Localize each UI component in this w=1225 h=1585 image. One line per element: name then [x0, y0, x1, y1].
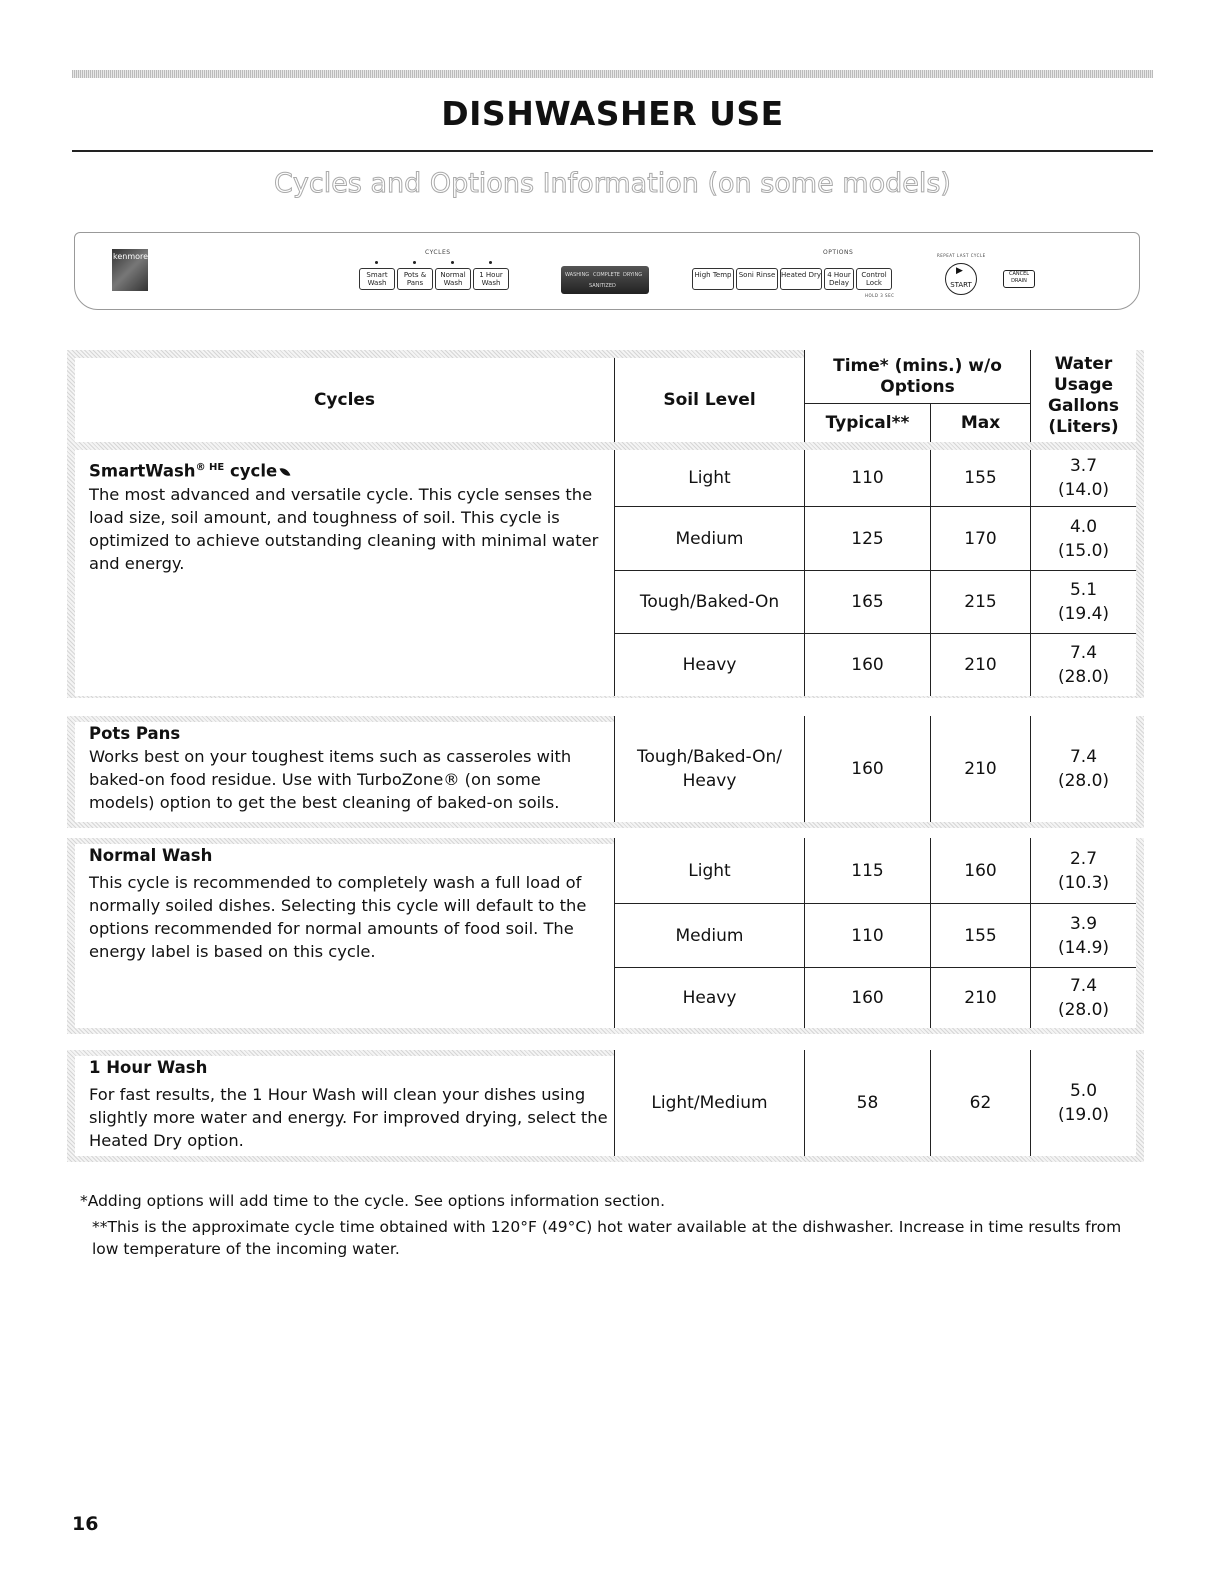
soil-level-cell: Medium: [614, 507, 804, 571]
max-time-cell: 170: [930, 507, 1030, 571]
typical-time-cell: 160: [804, 716, 930, 822]
cancel-drain-button: CANCEL DRAIN: [1003, 270, 1035, 288]
display-sanitized: SANITIZED: [589, 283, 616, 289]
water-usage-cell: 7.4 (28.0): [1030, 716, 1136, 822]
typical-time-cell: 160: [804, 968, 930, 1028]
typical-time-cell: 58: [804, 1050, 930, 1156]
top-decorative-band: [72, 70, 1153, 78]
header-max: Max: [930, 404, 1030, 442]
options-label: OPTIONS: [823, 249, 854, 256]
cycles-label: CYCLES: [425, 249, 451, 256]
cycle-button-1-hour-wash: 1 Hour Wash: [473, 268, 509, 290]
soil-level-cell: Medium: [614, 904, 804, 968]
water-usage-cell: 4.0 (15.0): [1030, 507, 1136, 571]
option-button-control-lock: Control Lock: [856, 268, 892, 290]
cycle-table-smartwash: [67, 350, 1144, 698]
typical-time-cell: 115: [804, 838, 930, 904]
cycle-description-cell: [75, 450, 614, 696]
soil-level-cell: Light: [614, 838, 804, 904]
indicator-dot: [375, 261, 378, 264]
cycle-title: 1 Hour Wash: [89, 1058, 208, 1077]
option-button-soni-rinse: Soni Rinse: [736, 268, 778, 290]
cycle-title: Normal Wash: [89, 846, 213, 865]
cycle-description-cell: [75, 722, 614, 822]
footnote-options: *Adding options will add time to the cycle. See options information section.: [80, 1192, 665, 1210]
typical-time-cell: 110: [804, 904, 930, 968]
header-soil-level: Soil Level: [614, 358, 804, 442]
option-button-high-temp: High Temp: [692, 268, 734, 290]
cycle-table-normal-wash: [67, 838, 1144, 1034]
soil-level-cell: Tough/Baked-On/ Heavy: [614, 716, 804, 822]
cycle-title: Pots Pans: [89, 724, 181, 743]
water-usage-cell: 7.4 (28.0): [1030, 634, 1136, 696]
max-time-cell: 215: [930, 571, 1030, 634]
typical-time-cell: 110: [804, 450, 930, 507]
hold-label: HOLD 3 SEC: [865, 293, 895, 298]
display-drying: DRYING: [623, 272, 643, 278]
cycle-description-text: Works best on your toughest items such as casseroles with baked-on food residue. Use with TurboZone® (on some models) option to get the best cleaning of baked-on soils.: [89, 747, 572, 812]
cycle-description-text: This cycle is recommended to completely wash a full load of normally soiled dishes. Selecting this cycle will default to the options recommended for normal amounts of food soil. The energy label is based on this cycle.: [89, 873, 587, 961]
cycle-button-normal-wash: Normal Wash: [435, 268, 471, 290]
soil-level-cell: Heavy: [614, 634, 804, 696]
soil-level-cell: Tough/Baked-On: [614, 571, 804, 634]
indicator-dot: [489, 261, 492, 264]
page-number: 16: [72, 1513, 99, 1535]
leaf-icon: [280, 465, 291, 477]
max-time-cell: 210: [930, 968, 1030, 1028]
max-time-cell: 62: [930, 1050, 1030, 1156]
water-usage-cell: 3.7 (14.0): [1030, 450, 1136, 507]
control-panel-illustration: [74, 232, 1140, 310]
soil-level-cell: Light/Medium: [614, 1050, 804, 1156]
water-usage-cell: 7.4 (28.0): [1030, 968, 1136, 1028]
cycle-description: [89, 844, 609, 963]
logo-text: kenmore: [113, 252, 149, 261]
typical-time-cell: 160: [804, 634, 930, 696]
water-usage-cell: 2.7 (10.3): [1030, 838, 1136, 904]
footnote-cycle-time: **This is the approximate cycle time obtained with 120°F (49°C) hot water available at the dishwasher. Increase in time results from low temperature of the incoming water.: [92, 1218, 1122, 1258]
cycle-description-cell: [75, 1056, 614, 1156]
indicator-dot: [451, 261, 454, 264]
status-display: [561, 266, 649, 294]
max-time-cell: 155: [930, 904, 1030, 968]
display-washing: WASHING: [565, 272, 590, 278]
typical-time-cell: 125: [804, 507, 930, 571]
max-time-cell: 210: [930, 716, 1030, 822]
option-button-4-hour-delay: 4 Hour Delay: [824, 268, 854, 290]
cycle-title: SmartWash$^{® HE}$ cycle: [89, 456, 609, 483]
cycle-table-1-hour-wash: [67, 1050, 1144, 1162]
cycle-button-pots-pans: Pots & Pans: [397, 268, 433, 290]
header-typical: Typical**: [804, 404, 930, 442]
cycle-description: [89, 1056, 609, 1152]
water-usage-cell: 5.1 (19.4): [1030, 571, 1136, 634]
cycle-table-pots-pans: [67, 716, 1144, 828]
page-title: DISHWASHER USE: [441, 94, 784, 133]
option-button-heated-dry: Heated Dry: [780, 268, 822, 290]
start-button: ▶ START: [945, 263, 977, 295]
header-cycles: Cycles: [75, 358, 614, 442]
max-time-cell: 160: [930, 838, 1030, 904]
section-subtitle: Cycles and Options Information (on some models): [274, 168, 951, 199]
header-water-usage: Water Usage Gallons (Liters): [1030, 350, 1136, 442]
max-time-cell: 210: [930, 634, 1030, 696]
typical-time-cell: 165: [804, 571, 930, 634]
indicator-dot: [413, 261, 416, 264]
cycle-description: [89, 456, 609, 575]
cycle-description-text: For fast results, the 1 Hour Wash will clean your dishes using slightly more water and energy. For improved drying, select the Heated Dry option.: [89, 1085, 608, 1150]
cycle-button-smart-wash: Smart Wash: [359, 268, 395, 290]
soil-level-cell: Heavy: [614, 968, 804, 1028]
water-usage-cell: 3.9 (14.9): [1030, 904, 1136, 968]
cycle-description-text: The most advanced and versatile cycle. This cycle senses the load size, soil amount, and toughness of soil. This cycle is optimized to achieve outstanding cleaning with minimal water and energy.: [89, 484, 599, 573]
cycle-description: [89, 722, 609, 814]
soil-level-cell: Light: [614, 450, 804, 507]
display-complete: COMPLETE: [593, 272, 620, 278]
cycle-description-cell: [75, 844, 614, 1028]
brand-logo: [112, 249, 148, 291]
repeat-label: REPEAT LAST CYCLE: [937, 253, 986, 258]
title-rule: [72, 150, 1153, 152]
header-time: Time* (mins.) w/o Options: [804, 350, 1030, 404]
water-usage-cell: 5.0 (19.0): [1030, 1050, 1136, 1156]
max-time-cell: 155: [930, 450, 1030, 507]
